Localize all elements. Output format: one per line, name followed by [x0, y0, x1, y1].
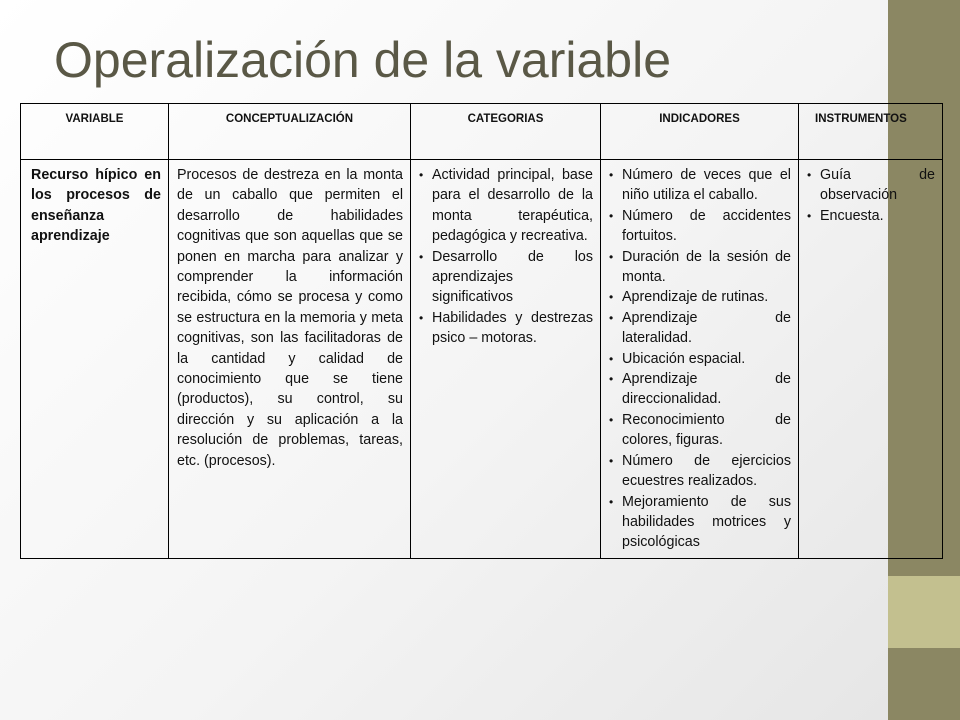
bullet-icon: • [609, 208, 614, 223]
list-item-text: Aprendizaje de lateralidad. [622, 309, 791, 347]
bullet-icon: • [419, 168, 424, 182]
bullet-icon: • [807, 168, 812, 182]
list-item [609, 308, 791, 349]
list-item-text: Habilidades y destrezas psico – motoras. [432, 309, 593, 347]
instrumentos-list [807, 165, 935, 226]
list-item [419, 165, 593, 247]
list-item [609, 287, 791, 307]
bullet-icon: • [609, 310, 614, 325]
table-header-row [21, 104, 943, 160]
list-item-text: Ubicación espacial. [622, 350, 746, 367]
cell-indicadores [601, 160, 799, 559]
list-item-text: Guía de observación [820, 167, 935, 204]
list-item [609, 165, 791, 206]
list-item [419, 247, 593, 308]
list-item [419, 308, 593, 349]
list-item-text: Aprendizaje de rutinas. [622, 289, 769, 306]
bullet-icon: • [609, 412, 614, 427]
slide-title: Operalización de la variable [54, 32, 672, 88]
header-variable: VARIABLE [21, 104, 169, 160]
list-item-text: Número de veces que el niño utiliza el caballo. [622, 167, 791, 204]
list-item [807, 206, 935, 226]
side-decoration-accent [888, 576, 960, 648]
table-row [21, 160, 943, 559]
list-item-text: Número de ejercicios ecuestres realizados. [622, 452, 791, 490]
list-item-text: Aprendizaje de direccionalidad. [622, 371, 791, 408]
bullet-icon: • [609, 453, 614, 468]
list-item [609, 410, 791, 451]
list-item-text: Mejoramiento de sus habilidades motrices y psicológicas [622, 493, 791, 551]
list-item-text: Reconocimiento de colores, figuras. [622, 411, 791, 449]
bullet-icon: • [609, 249, 614, 264]
cell-instrumentos [799, 160, 943, 559]
list-item-text: Desarrollo de los aprendizajes significativos [432, 248, 593, 306]
header-instrumentos: INSTRUMENTOS [799, 104, 943, 160]
list-item-text: Encuesta. [820, 207, 884, 224]
bullet-icon: • [419, 310, 424, 325]
indicadores-list [609, 165, 791, 553]
bullet-icon: • [609, 290, 614, 305]
list-item [609, 492, 791, 553]
cell-variable: Recurso hípico en los procesos de enseñanza aprendizaje [21, 160, 169, 559]
bullet-icon: • [807, 208, 812, 223]
cell-categorias [411, 160, 601, 559]
list-item-text: Actividad principal, base para el desarrollo de la monta terapéutica, pedagógica y recreativa. [432, 167, 593, 245]
bullet-icon: • [419, 249, 424, 264]
bullet-icon: • [609, 351, 614, 366]
bullet-icon: • [609, 372, 614, 387]
header-indicadores: INDICADORES [601, 104, 799, 160]
list-item [807, 165, 935, 206]
list-item [609, 369, 791, 410]
list-item-text: Duración de la sesión de monta. [622, 248, 791, 286]
list-item [609, 451, 791, 492]
header-conceptualizacion: CONCEPTUALIZACIÓN [169, 104, 411, 160]
header-categorias: CATEGORIAS [411, 104, 601, 160]
bullet-icon: • [609, 168, 614, 182]
list-item [609, 206, 791, 247]
list-item-text: Número de accidentes fortuitos. [622, 207, 791, 245]
categorias-list [419, 165, 593, 349]
operationalization-table [20, 103, 943, 559]
list-item [609, 247, 791, 288]
bullet-icon: • [609, 494, 614, 509]
cell-conceptualizacion: Procesos de destreza en la monta de un caballo que permiten el desarrollo de habilidades cognitivas que son aquellas que se ponen en marcha para analizar y comprender la información recibida, cómo se procesa y como se estructura en la memoria y meta cognitivas, son las facilitadoras de la cantidad y calidad de conocimiento que se tiene (productos), su control, su dirección y su aplicación a la resolución de problemas, tareas, etc. (procesos). [169, 160, 411, 559]
list-item [609, 349, 791, 369]
